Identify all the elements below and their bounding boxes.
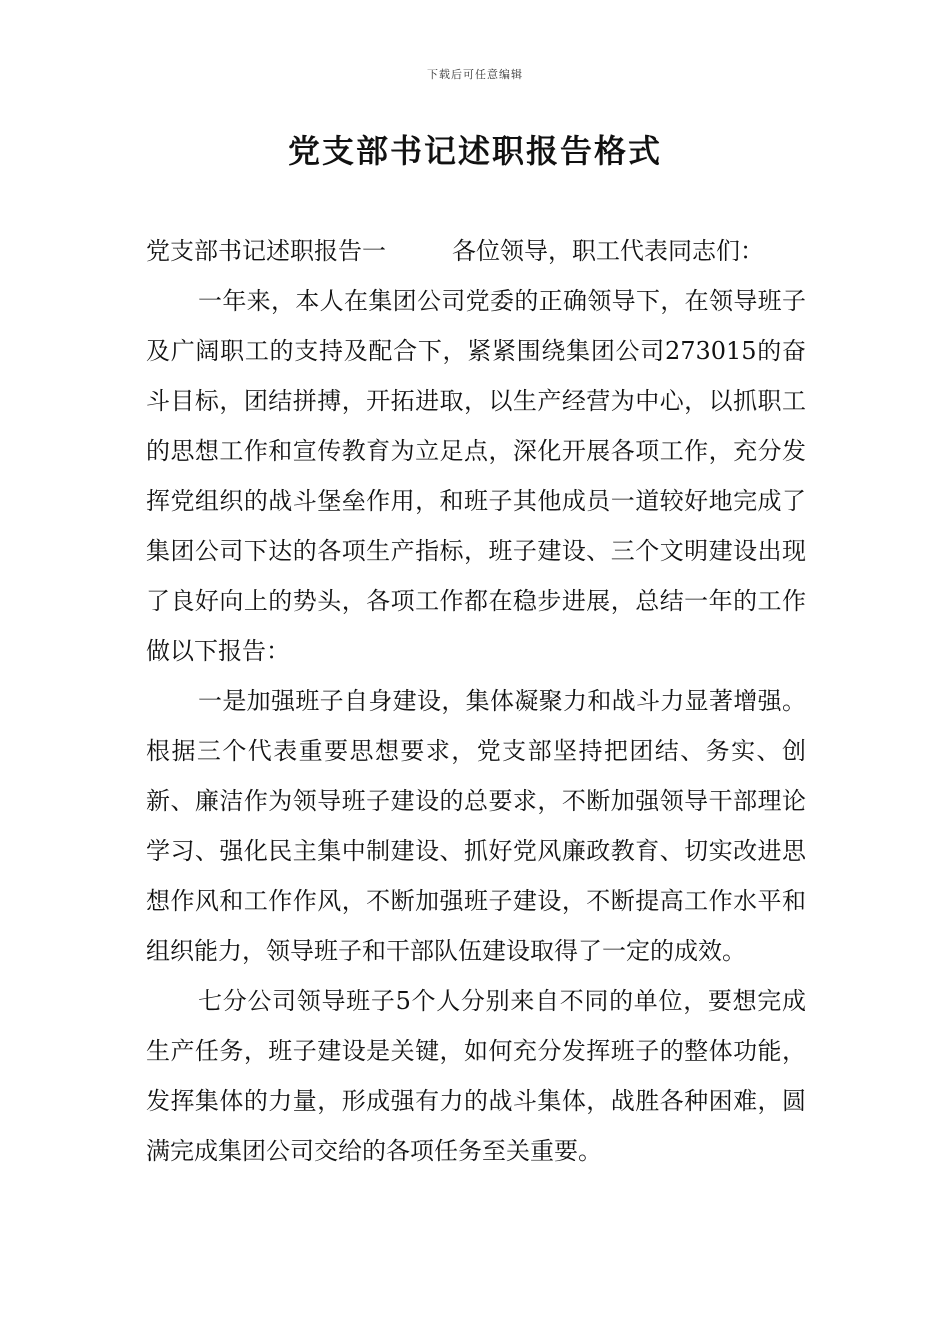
salutation: 各位领导，职工代表同志们： xyxy=(452,237,764,265)
paragraph-3: 七分公司领导班子5个人分别来自不同的单位，要想完成生产任务，班子建设是关键，如何充分发挥班子的整体功能，发挥集体的力量，形成强有力的战斗集体，战胜各种困难，圆满完成集团公司交给的各项任务至关重要。 xyxy=(146,987,806,1165)
paragraph-1: 一年来，本人在集团公司党委的正确领导下，在领导班子及广阔职工的支持及配合下，紧紧围绕集团公司273015的奋斗目标，团结拼搏，开拓进取，以生产经营为中心，以抓职工的思想工作和宣传教育为立足点，深化开展各项工作，充分发挥党组织的战斗堡垒作用，和班子其他成员一道较好地完成了集团公司下达的各项生产指标，班子建设、三个文明建设出现了良好向上的势头，各项工作都在稳步进展，总结一年的工作做以下报告： xyxy=(146,287,806,665)
paragraph-2: 一是加强班子自身建设，集体凝聚力和战斗力显著增强。根据三个代表重要思想要求，党支部坚持把团结、务实、创新、廉洁作为领导班子建设的总要求，不断加强领导干部理论学习、强化民主集中制建设、抓好党风廉政教育、切实改进思想作风和工作作风，不断加强班子建设，不断提高工作水平和组织能力，领导班子和干部队伍建设取得了一定的成效。 xyxy=(146,687,806,965)
document-body xyxy=(146,226,806,1176)
opening-line xyxy=(146,226,806,276)
header-note: 下载后可任意编辑 xyxy=(427,68,523,81)
report-subtitle: 党支部书记述职报告一 xyxy=(146,237,386,265)
document-title: 党支部书记述职报告格式 xyxy=(287,132,662,170)
